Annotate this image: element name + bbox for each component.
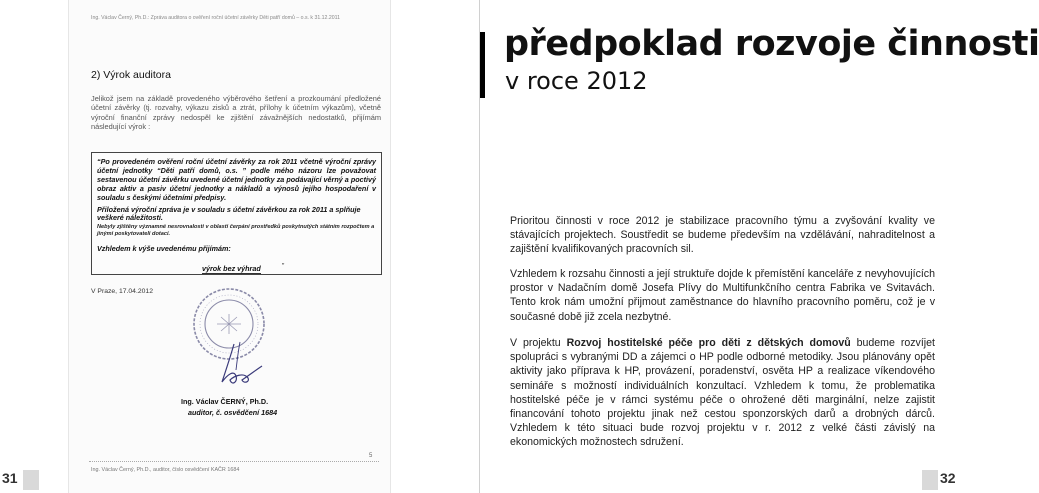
project-name: Rozvoj hostitelské péče pro děti z dětských domovů bbox=[566, 337, 851, 349]
opinion-verdict: výrok bez výhrad bbox=[202, 264, 261, 273]
paragraph-priorities: Prioritou činnosti v roce 2012 je stabilizace pracovního týmu a zvyšování kvality ve stávajících projektech. Soustředit se budeme především na vzdělávání, nahraditelnost a zajištění kvalifikovaných pracovních sil. bbox=[510, 215, 935, 256]
opinion-text: “Po provedeném ověření roční účetní závěrky za rok 2011 včetně výroční zprávy účetní jednotky “Děti patří domů, o.s. ” podle mého názoru lze považovat sestavenou účetní závěrku uvedené účetní jednotky za podávající věrný a poctivý obraz aktiv a pasiv účetní jednotky a nákladů a výnosů jejího hospodaření v souladu s českými účetními předpisy. bbox=[97, 157, 376, 202]
signature-icon bbox=[204, 340, 274, 390]
scan-footer: Ing. Václav Černý, Ph.D., auditor, číslo osvědčení KAČR 1684 bbox=[91, 467, 240, 473]
page-title: předpoklad rozvoje činnosti bbox=[504, 24, 1039, 64]
place-date: V Praze, 17.04.2012 bbox=[91, 288, 153, 295]
page-subtitle: v roce 2012 bbox=[505, 67, 648, 95]
signer-name: Ing. Václav ČERNÝ, Ph.D. bbox=[181, 397, 269, 406]
scan-heading: 2) Výrok auditora bbox=[91, 69, 171, 81]
paragraph-hosting-project bbox=[510, 336, 935, 450]
scan-page-mark: 5 bbox=[369, 453, 373, 459]
title-accent-bar bbox=[480, 32, 485, 98]
paragraph-hosting-body: budeme rozvíjet spolupráci s vybranými DD a zájemci o HP podle odborné metodiky. Jsou plánovány opět aktivity jako příprava k HP, provázení, poradenství, osvěta HP a realizace víkendového semináře s možností individuálních konzultací. Vzhledem k tomu, že problematika hostitelské péče je v rámci systému péče o ohrožené děti marginální, nelze zajistit financování tohoto projektu jinak než cestou sponzorských darů a drobných dárců. Vzhledem k této situaci bude rozvoj projektu v r. 2012 z velké části závislý na ekonomických možnostech sdružení. bbox=[510, 337, 935, 449]
page-tab-right bbox=[922, 470, 938, 490]
subsidy-note: Nebyly zjištěny významné nesrovnalosti v oblasti čerpání prostředků poskytnutých státním rozpočtem a jinými poskytovateli dotací. bbox=[97, 224, 375, 238]
scanned-audit-report bbox=[68, 0, 391, 493]
footer-divider bbox=[89, 461, 379, 462]
conclusion-text: Vzhledem k výše uvedenému přijímám: bbox=[97, 243, 231, 253]
paragraph-hosting-intro: V projektu bbox=[510, 337, 567, 349]
scan-header: Ing. Václav Černý, Ph.D.: Zpráva auditora o ověření roční účetní závěrky Děti patří domů – o.s. k 31.12.2011 bbox=[91, 15, 341, 21]
certificate-number: auditor, č. osvědčení 1684 bbox=[188, 408, 278, 417]
page-number-left: 31 bbox=[2, 470, 18, 486]
annual-report-statement: Přiložená výroční zpráva je v souladu s účetní závěrkou za rok 2011 a splňuje veškeré náležitosti. bbox=[97, 204, 361, 223]
paragraph-office-move: Vzhledem k rozsahu činnosti a její struktuře dojde k přemístění kanceláře z nevyhovujících prostor v Nadačním domě Josefa Plívy do Multifunkčního centra Fabrika ve Svitavách. Tento krok nám umožní přijmout zaměstnance do hlavního pracovního poměru, což je v současné době již zcela nezbytné. bbox=[510, 268, 935, 323]
page-tab-left bbox=[23, 470, 39, 490]
auditor-opinion-box bbox=[91, 152, 382, 275]
page-number-right: 32 bbox=[940, 470, 956, 486]
closing-quote: ” bbox=[282, 263, 285, 270]
scan-intro: Jelikož jsem na základě provedeného výběrového šetření a prozkoumání předložené účetní závěrky (tj. rozvahy, výkazu zisků a ztrát, přílohy k účetním výkazům), včetně výroční finanční zprávy nedospěl ke zjištění závažnějších nedostatků, přijímám následující výrok : bbox=[91, 94, 381, 132]
